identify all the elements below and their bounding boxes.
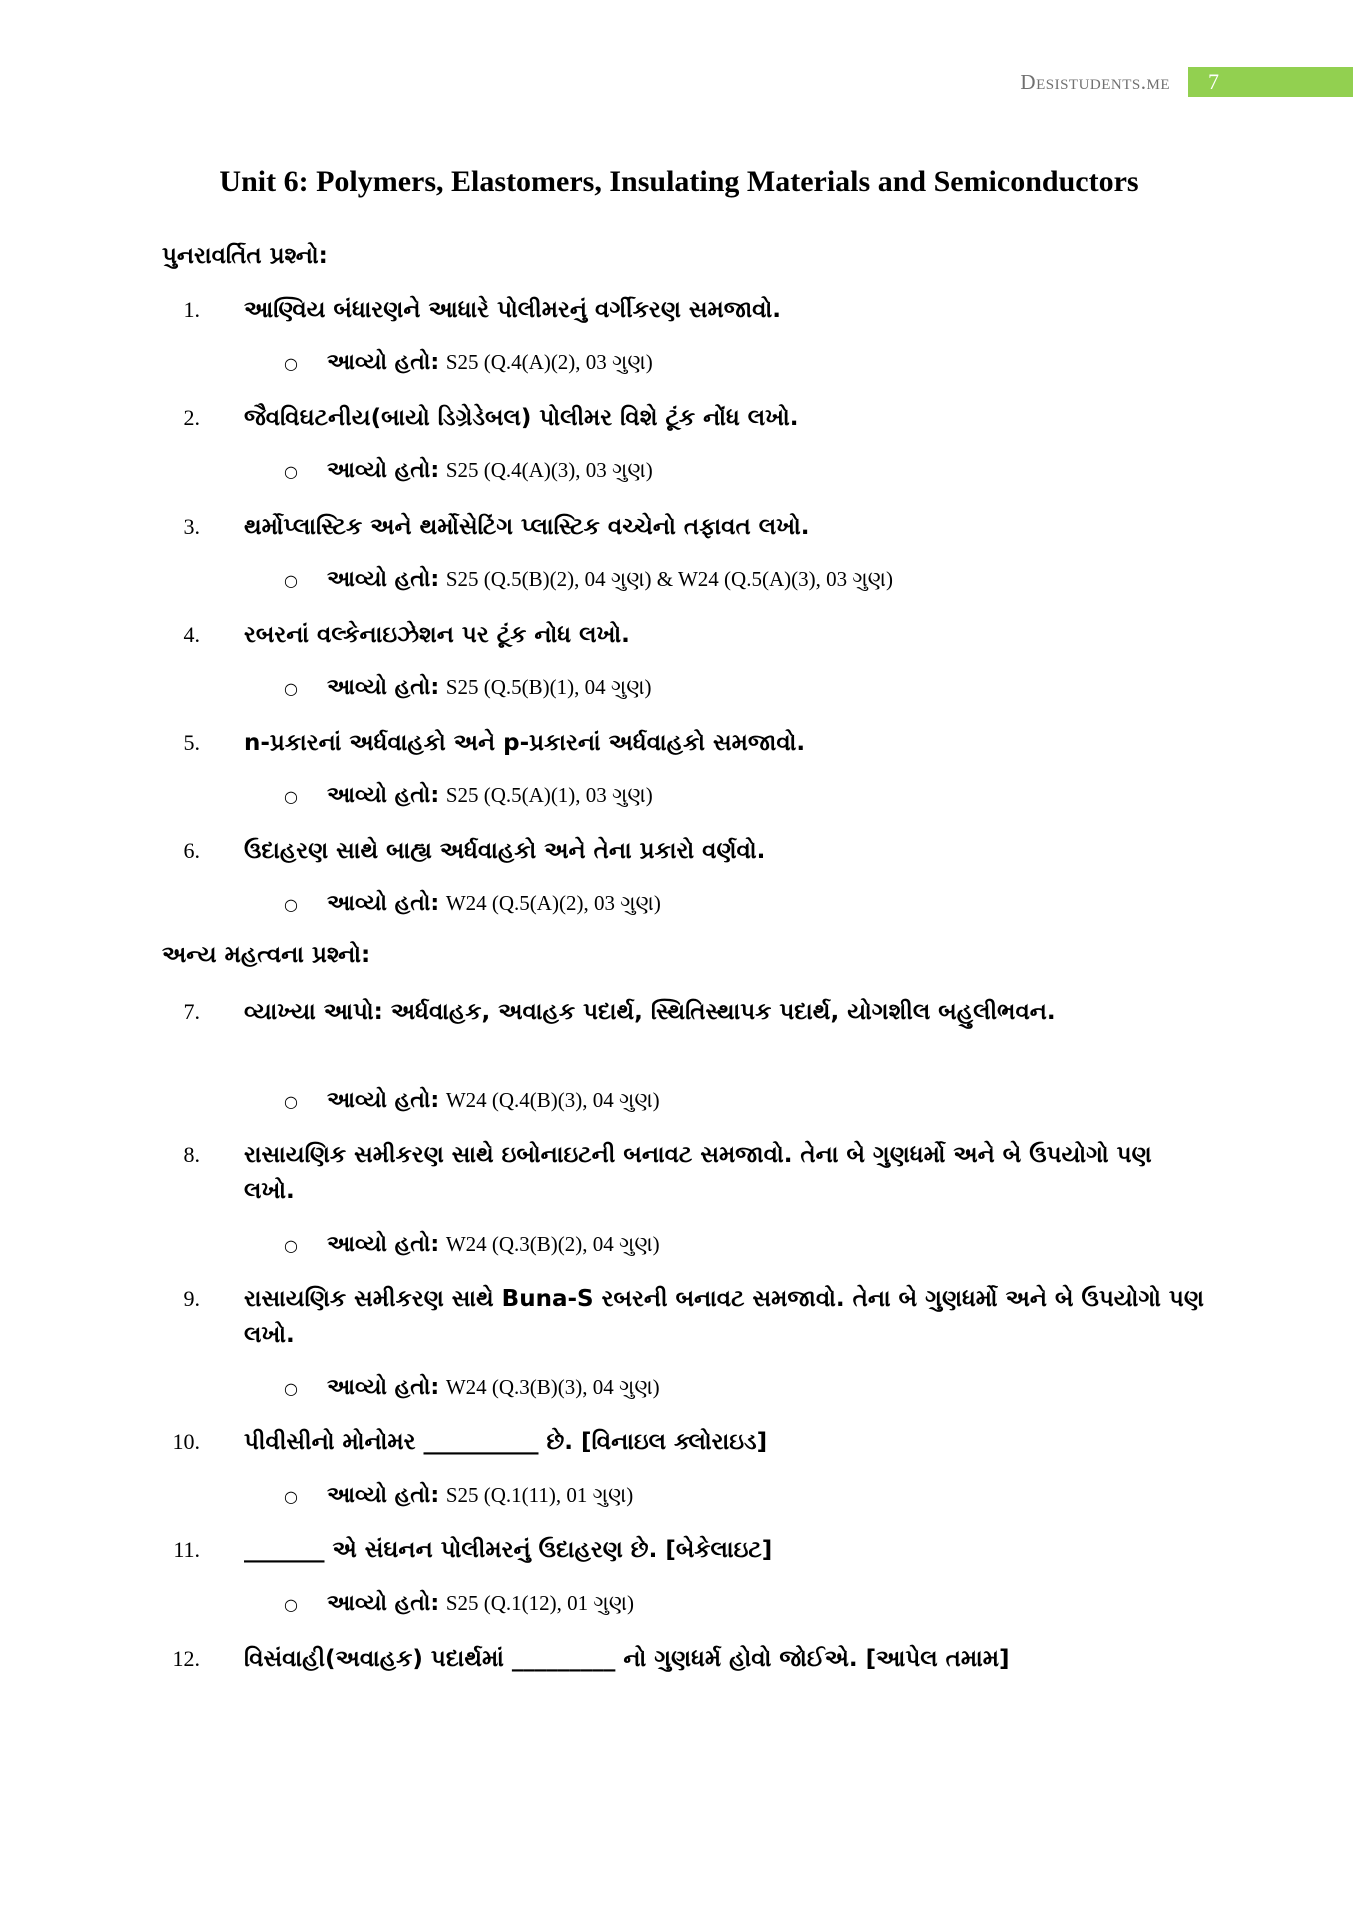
question-item [183, 725, 1204, 761]
reference-label: આવ્યો હતો: [327, 675, 440, 700]
question-number: 9. [183, 1286, 200, 1311]
question-reference [284, 780, 653, 811]
reference-label: આવ્યો હતો: [327, 350, 440, 375]
reference-label: આવ્યો હતો: [327, 1591, 440, 1616]
question-item [183, 509, 1204, 545]
reference-value: S25 (Q.5(B)(2), 04 ગુણ) & W24 (Q.5(A)(3), 03 ગુણ) [445, 567, 893, 591]
question-text: પીવીસીનો મોનોમર __________ છે. [વિનાઇલ ક્લોરાઇડ] [244, 1429, 768, 1455]
question-item [183, 1137, 1204, 1209]
bullet-icon: ○ [284, 1236, 298, 1255]
question-text: રાસાયણિક સમીકરણ સાથે ઇબોનાઇટની બનાવટ સમજાવો. તેના બે ગુણધર્મો અને બે ઉપયોગો પણ લખો. [244, 1142, 1152, 1204]
question-item [172, 1424, 1204, 1460]
question-text: રાસાયણિક સમીકરણ સાથે Buna-S રબરની બનાવટ સમજાવો. તેના બે ગુણધર્મો અને બે ઉપયોગો પણ લખો. [244, 1286, 1204, 1348]
reference-label: આવ્યો હતો: [327, 1088, 440, 1113]
reference-value: S25 (Q.4(A)(2), 03 ગુણ) [445, 350, 653, 374]
bullet-icon: ○ [284, 1595, 298, 1614]
question-reference [284, 347, 653, 378]
reference-value: S25 (Q.5(B)(1), 04 ગુણ) [445, 675, 652, 699]
question-number: 1. [183, 297, 200, 322]
question-text: _______ એ સંઘનન પોલીમરનું ઉદાહરણ છે. [બેકેલાઇટ] [244, 1537, 773, 1563]
question-text: n-પ્રકારનાં અર્ધવાહકો અને p-પ્રકારનાં અર્ધવાહકો સમજાવો. [244, 730, 806, 756]
question-number: 10. [172, 1429, 200, 1454]
bullet-icon: ○ [284, 571, 298, 590]
question-reference [284, 1085, 660, 1116]
question-reference [284, 1229, 660, 1260]
reference-value: S25 (Q.5(A)(1), 03 ગુણ) [445, 783, 653, 807]
question-reference [284, 1480, 634, 1511]
question-number: 11. [173, 1537, 200, 1562]
question-number: 5. [183, 730, 200, 755]
reference-label: આવ્યો હતો: [327, 458, 440, 483]
section-heading-other: અન્ય મહત્વના પ્રશ્નો: [162, 942, 371, 968]
site-name: Desistudents.me [1020, 70, 1170, 94]
reference-value: W24 (Q.5(A)(2), 03 ગુણ) [445, 891, 661, 915]
question-item [183, 292, 1204, 328]
reference-label: આવ્યો હતો: [327, 1232, 440, 1257]
question-number: 7. [183, 999, 200, 1024]
question-number: 4. [183, 622, 200, 647]
section-heading-repeated: પુનરાવર્તિત પ્રશ્નો: [162, 243, 328, 269]
page-number-badge: 7 [1188, 67, 1353, 97]
reference-value: S25 (Q.1(12), 01 ગુણ) [445, 1591, 635, 1615]
bullet-icon: ○ [284, 679, 298, 698]
bullet-icon: ○ [284, 1092, 298, 1111]
question-reference [284, 455, 653, 486]
question-text: જૈવવિઘટનીય(બાયો ડિગ્રેડેબલ) પોલીમર વિશે ટૂંક નોંધ લખો. [244, 405, 799, 431]
question-item [183, 617, 1204, 653]
bullet-icon: ○ [284, 787, 298, 806]
question-reference [284, 1372, 660, 1403]
reference-value: W24 (Q.3(B)(2), 04 ગુણ) [445, 1232, 660, 1256]
bullet-icon: ○ [284, 462, 298, 481]
reference-value: W24 (Q.4(B)(3), 04 ગુણ) [445, 1088, 660, 1112]
question-number: 8. [183, 1142, 200, 1167]
question-item [183, 994, 1204, 1030]
reference-value: W24 (Q.3(B)(3), 04 ગુણ) [445, 1375, 660, 1399]
question-item [172, 1641, 1204, 1677]
page-title: Unit 6: Polymers, Elastomers, Insulating Materials and Semiconductors [219, 165, 1139, 198]
question-text: વિસંવાહી(અવાહક) પદાર્થમાં _________ નો ગુણધર્મ હોવો જોઈએ. [આપેલ તમામ] [244, 1646, 1010, 1672]
question-reference [284, 888, 661, 919]
question-number: 3. [183, 514, 200, 539]
question-reference [284, 564, 893, 595]
bullet-icon: ○ [284, 1487, 298, 1506]
question-text: થર્મોપ્લાસ્ટિક અને થર્મોસેટિંગ પ્લાસ્ટિક વચ્ચેનો તફાવત લખો. [244, 514, 810, 540]
question-item [173, 1532, 1204, 1568]
question-reference [284, 672, 652, 703]
question-text: રબરનાં વલ્કેનાઇઝેશન પર ટૂંક નોધ લખો. [244, 622, 630, 648]
reference-value: S25 (Q.4(A)(3), 03 ગુણ) [445, 458, 653, 482]
bullet-icon: ○ [284, 895, 298, 914]
bullet-icon: ○ [284, 1379, 298, 1398]
reference-label: આવ્યો હતો: [327, 891, 440, 916]
reference-label: આવ્યો હતો: [327, 1483, 440, 1508]
reference-value: S25 (Q.1(11), 01 ગુણ) [445, 1483, 634, 1507]
reference-label: આવ્યો હતો: [327, 783, 440, 808]
question-item [183, 400, 1204, 436]
question-text: ઉદાહરણ સાથે બાહ્ય અર્ધવાહકો અને તેના પ્રકારો વર્ણવો. [244, 838, 766, 864]
bullet-icon: ○ [284, 354, 298, 373]
question-text: આણ્વિય બંધારણને આધારે પોલીમરનું વર્ગીકરણ સમજાવો. [244, 297, 781, 323]
question-number: 6. [183, 838, 200, 863]
question-text: વ્યાખ્યા આપો: અર્ધવાહક, અવાહક પદાર્થ, સ્થિતિસ્થાપક પદાર્થ, યોગશીલ બહુલીભવન. [244, 999, 1056, 1025]
question-number: 12. [172, 1646, 200, 1671]
question-item [183, 1281, 1204, 1353]
reference-label: આવ્યો હતો: [327, 567, 440, 592]
question-reference [284, 1588, 635, 1619]
question-number: 2. [183, 405, 200, 430]
question-item [183, 833, 1204, 869]
reference-label: આવ્યો હતો: [327, 1375, 440, 1400]
